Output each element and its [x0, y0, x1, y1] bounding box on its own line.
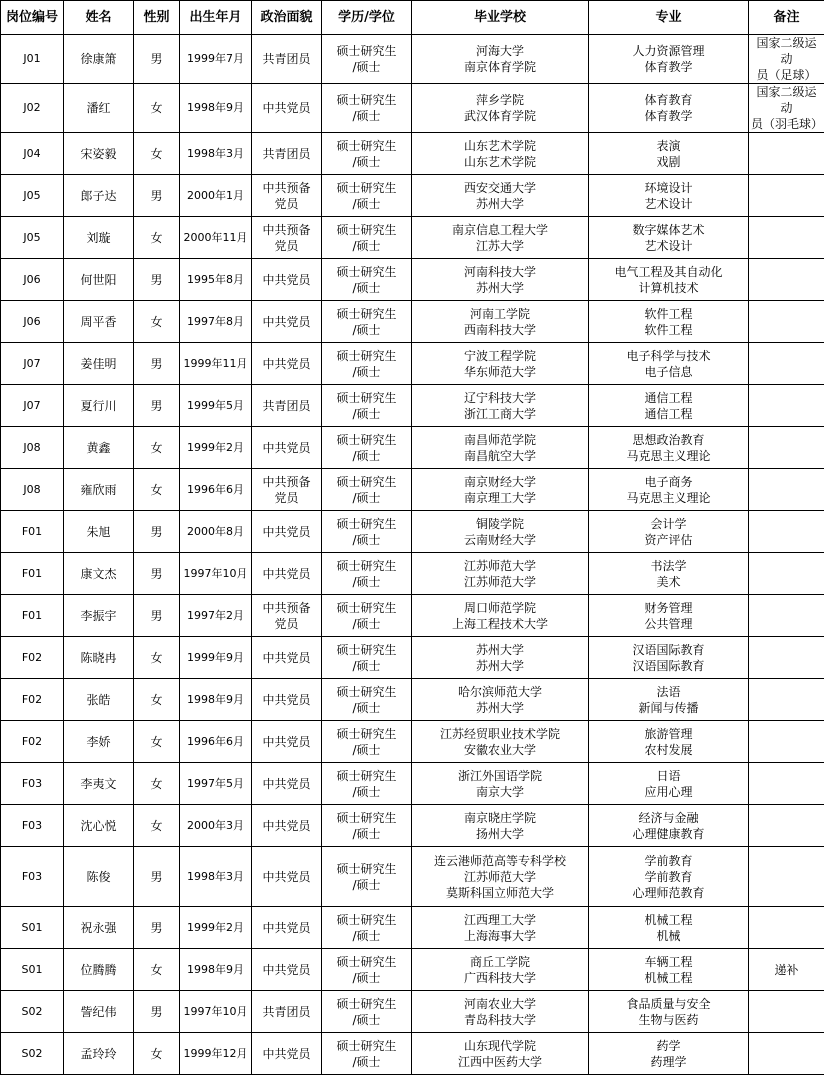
cell-school: 铜陵学院 云南财经大学	[412, 511, 589, 553]
table-row	[1, 1033, 824, 1075]
cell-major: 日语 应用心理	[589, 763, 749, 805]
cell-id: F02	[1, 679, 64, 721]
cell-id: J08	[1, 469, 64, 511]
cell-school: 山东现代学院 江西中医药大学	[412, 1033, 589, 1075]
cell-gender: 男	[134, 343, 180, 385]
table-row	[1, 847, 824, 907]
cell-major: 电子商务 马克思主义理论	[589, 469, 749, 511]
table-row	[1, 763, 824, 805]
table-row	[1, 949, 824, 991]
table-row	[1, 35, 824, 84]
cell-note: 国家二级运动 员（羽毛球）	[749, 84, 824, 133]
cell-name: 康文杰	[64, 553, 134, 595]
cell-degree: 硕士研究生 /硕士	[322, 907, 412, 949]
cell-gender: 女	[134, 721, 180, 763]
cell-note	[749, 427, 824, 469]
cell-degree: 硕士研究生 /硕士	[322, 637, 412, 679]
cell-id: S01	[1, 907, 64, 949]
cell-note	[749, 553, 824, 595]
cell-school: 萍乡学院 武汉体育学院	[412, 84, 589, 133]
cell-note	[749, 385, 824, 427]
cell-birth: 1997年10月	[180, 991, 252, 1033]
cell-birth: 1999年7月	[180, 35, 252, 84]
cell-degree: 硕士研究生 /硕士	[322, 949, 412, 991]
cell-id: F03	[1, 763, 64, 805]
cell-note	[749, 721, 824, 763]
cell-name: 何世阳	[64, 259, 134, 301]
cell-gender: 男	[134, 35, 180, 84]
cell-degree: 硕士研究生 /硕士	[322, 721, 412, 763]
cell-birth: 1997年2月	[180, 595, 252, 637]
cell-gender: 女	[134, 1033, 180, 1075]
cell-id: J05	[1, 217, 64, 259]
cell-degree: 硕士研究生 /硕士	[322, 385, 412, 427]
cell-major: 药学 药理学	[589, 1033, 749, 1075]
table-row	[1, 907, 824, 949]
table-row	[1, 511, 824, 553]
cell-id: J04	[1, 133, 64, 175]
table-row	[1, 217, 824, 259]
cell-major: 电子科学与技术 电子信息	[589, 343, 749, 385]
cell-degree: 硕士研究生 /硕士	[322, 763, 412, 805]
cell-id: S02	[1, 991, 64, 1033]
cell-political: 中共预备 党员	[252, 175, 322, 217]
table-row	[1, 385, 824, 427]
cell-name: 雍欣雨	[64, 469, 134, 511]
cell-name: 张皓	[64, 679, 134, 721]
table-row	[1, 84, 824, 133]
cell-school: 商丘工学院 广西科技大学	[412, 949, 589, 991]
cell-major: 机械工程 机械	[589, 907, 749, 949]
cell-degree: 硕士研究生 /硕士	[322, 511, 412, 553]
header-degree: 学历/学位	[322, 1, 412, 35]
cell-degree: 硕士研究生 /硕士	[322, 217, 412, 259]
cell-degree: 硕士研究生 /硕士	[322, 469, 412, 511]
cell-birth: 1998年3月	[180, 133, 252, 175]
cell-degree: 硕士研究生 /硕士	[322, 679, 412, 721]
cell-note	[749, 805, 824, 847]
cell-note	[749, 343, 824, 385]
cell-birth: 1998年3月	[180, 847, 252, 907]
cell-gender: 女	[134, 217, 180, 259]
table-body	[1, 35, 824, 1075]
cell-degree: 硕士研究生 /硕士	[322, 35, 412, 84]
cell-major: 学前教育 学前教育 心理师范教育	[589, 847, 749, 907]
cell-note	[749, 763, 824, 805]
cell-id: J08	[1, 427, 64, 469]
cell-school: 西安交通大学 苏州大学	[412, 175, 589, 217]
cell-major: 书法学 美术	[589, 553, 749, 595]
cell-id: J02	[1, 84, 64, 133]
cell-degree: 硕士研究生 /硕士	[322, 133, 412, 175]
cell-degree: 硕士研究生 /硕士	[322, 343, 412, 385]
cell-political: 中共党员	[252, 637, 322, 679]
cell-birth: 1999年2月	[180, 427, 252, 469]
cell-school: 江苏师范大学 江苏师范大学	[412, 553, 589, 595]
table-row	[1, 595, 824, 637]
cell-birth: 1998年9月	[180, 84, 252, 133]
cell-birth: 1995年8月	[180, 259, 252, 301]
cell-major: 车辆工程 机械工程	[589, 949, 749, 991]
cell-birth: 2000年11月	[180, 217, 252, 259]
cell-name: 沈心悦	[64, 805, 134, 847]
cell-political: 中共党员	[252, 1033, 322, 1075]
cell-id: F02	[1, 637, 64, 679]
cell-note	[749, 217, 824, 259]
cell-degree: 硕士研究生 /硕士	[322, 175, 412, 217]
cell-id: S02	[1, 1033, 64, 1075]
cell-name: 徐康箫	[64, 35, 134, 84]
cell-school: 南京晓庄学院 扬州大学	[412, 805, 589, 847]
header-id: 岗位编号	[1, 1, 64, 35]
cell-major: 人力资源管理 体育教学	[589, 35, 749, 84]
cell-note	[749, 991, 824, 1033]
cell-school: 南京财经大学 南京理工大学	[412, 469, 589, 511]
cell-major: 食品质量与安全 生物与医药	[589, 991, 749, 1033]
cell-note	[749, 595, 824, 637]
cell-note	[749, 511, 824, 553]
table-row	[1, 721, 824, 763]
cell-name: 祝永强	[64, 907, 134, 949]
cell-school: 哈尔滨师范大学 苏州大学	[412, 679, 589, 721]
cell-major: 环境设计 艺术设计	[589, 175, 749, 217]
cell-birth: 1998年9月	[180, 949, 252, 991]
cell-political: 中共党员	[252, 343, 322, 385]
cell-school: 河南农业大学 青岛科技大学	[412, 991, 589, 1033]
cell-birth: 2000年8月	[180, 511, 252, 553]
cell-gender: 女	[134, 805, 180, 847]
cell-birth: 2000年3月	[180, 805, 252, 847]
cell-school: 辽宁科技大学 浙江工商大学	[412, 385, 589, 427]
cell-id: S01	[1, 949, 64, 991]
cell-school: 苏州大学 苏州大学	[412, 637, 589, 679]
cell-political: 中共党员	[252, 805, 322, 847]
cell-note: 递补	[749, 949, 824, 991]
table-row	[1, 991, 824, 1033]
table-row	[1, 637, 824, 679]
cell-id: J06	[1, 301, 64, 343]
cell-id: F01	[1, 553, 64, 595]
table-row	[1, 133, 824, 175]
cell-political: 中共党员	[252, 763, 322, 805]
cell-note	[749, 1033, 824, 1075]
cell-major: 体育教育 体育教学	[589, 84, 749, 133]
cell-major: 思想政治教育 马克思主义理论	[589, 427, 749, 469]
header-school: 毕业学校	[412, 1, 589, 35]
cell-major: 法语 新闻与传播	[589, 679, 749, 721]
cell-gender: 女	[134, 469, 180, 511]
cell-major: 旅游管理 农村发展	[589, 721, 749, 763]
cell-name: 李娇	[64, 721, 134, 763]
cell-name: 郎子达	[64, 175, 134, 217]
cell-gender: 女	[134, 427, 180, 469]
table-row	[1, 469, 824, 511]
cell-school: 连云港师范高等专科学校 江苏师范大学 莫斯科国立师范大学	[412, 847, 589, 907]
cell-political: 共青团员	[252, 133, 322, 175]
cell-id: F01	[1, 511, 64, 553]
cell-political: 中共党员	[252, 511, 322, 553]
cell-political: 中共预备 党员	[252, 595, 322, 637]
cell-gender: 男	[134, 259, 180, 301]
cell-school: 河南科技大学 苏州大学	[412, 259, 589, 301]
cell-gender: 女	[134, 949, 180, 991]
cell-gender: 女	[134, 679, 180, 721]
cell-political: 中共党员	[252, 907, 322, 949]
cell-birth: 1999年2月	[180, 907, 252, 949]
table-row	[1, 553, 824, 595]
cell-gender: 男	[134, 385, 180, 427]
cell-gender: 女	[134, 637, 180, 679]
cell-name: 李振宇	[64, 595, 134, 637]
cell-degree: 硕士研究生 /硕士	[322, 259, 412, 301]
cell-note	[749, 637, 824, 679]
cell-name: 刘璇	[64, 217, 134, 259]
cell-id: F03	[1, 847, 64, 907]
cell-note	[749, 847, 824, 907]
cell-degree: 硕士研究生 /硕士	[322, 991, 412, 1033]
cell-note	[749, 301, 824, 343]
cell-birth: 1997年8月	[180, 301, 252, 343]
cell-name: 孟玲玲	[64, 1033, 134, 1075]
header-note: 备注	[749, 1, 824, 35]
cell-major: 财务管理 公共管理	[589, 595, 749, 637]
cell-id: J07	[1, 343, 64, 385]
cell-name: 陈俊	[64, 847, 134, 907]
cell-political: 中共党员	[252, 259, 322, 301]
cell-note	[749, 259, 824, 301]
cell-note	[749, 679, 824, 721]
table-row	[1, 301, 824, 343]
cell-school: 江苏经贸职业技术学院 安徽农业大学	[412, 721, 589, 763]
cell-gender: 男	[134, 175, 180, 217]
cell-gender: 男	[134, 553, 180, 595]
cell-degree: 硕士研究生 /硕士	[322, 553, 412, 595]
cell-political: 中共党员	[252, 847, 322, 907]
cell-birth: 1998年9月	[180, 679, 252, 721]
cell-name: 訾纪伟	[64, 991, 134, 1033]
cell-id: J07	[1, 385, 64, 427]
table-row	[1, 343, 824, 385]
cell-political: 中共党员	[252, 301, 322, 343]
table-row	[1, 679, 824, 721]
cell-gender: 男	[134, 991, 180, 1033]
cell-major: 汉语国际教育 汉语国际教育	[589, 637, 749, 679]
cell-name: 李夷文	[64, 763, 134, 805]
cell-political: 共青团员	[252, 991, 322, 1033]
cell-school: 浙江外国语学院 南京大学	[412, 763, 589, 805]
cell-gender: 女	[134, 763, 180, 805]
cell-political: 中共党员	[252, 949, 322, 991]
cell-birth: 1999年11月	[180, 343, 252, 385]
cell-gender: 男	[134, 595, 180, 637]
table-row	[1, 805, 824, 847]
table-row	[1, 427, 824, 469]
cell-name: 陈晓冉	[64, 637, 134, 679]
cell-id: F02	[1, 721, 64, 763]
cell-name: 夏行川	[64, 385, 134, 427]
cell-birth: 1999年5月	[180, 385, 252, 427]
cell-birth: 1997年10月	[180, 553, 252, 595]
cell-birth: 1999年9月	[180, 637, 252, 679]
cell-political: 中共党员	[252, 84, 322, 133]
cell-gender: 女	[134, 133, 180, 175]
cell-political: 中共党员	[252, 553, 322, 595]
cell-degree: 硕士研究生 /硕士	[322, 301, 412, 343]
cell-note: 国家二级运动 员（足球）	[749, 35, 824, 84]
cell-id: J06	[1, 259, 64, 301]
cell-major: 经济与金融 心理健康教育	[589, 805, 749, 847]
cell-birth: 1999年12月	[180, 1033, 252, 1075]
cell-degree: 硕士研究生 /硕士	[322, 847, 412, 907]
cell-degree: 硕士研究生 /硕士	[322, 84, 412, 133]
cell-degree: 硕士研究生 /硕士	[322, 1033, 412, 1075]
cell-major: 数字媒体艺术 艺术设计	[589, 217, 749, 259]
cell-gender: 男	[134, 511, 180, 553]
cell-gender: 男	[134, 847, 180, 907]
cell-name: 位腾腾	[64, 949, 134, 991]
cell-id: F01	[1, 595, 64, 637]
header-major: 专业	[589, 1, 749, 35]
header-birth: 出生年月	[180, 1, 252, 35]
cell-political: 中共预备 党员	[252, 469, 322, 511]
cell-id: F03	[1, 805, 64, 847]
cell-major: 会计学 资产评估	[589, 511, 749, 553]
cell-political: 共青团员	[252, 35, 322, 84]
cell-school: 河海大学 南京体育学院	[412, 35, 589, 84]
cell-note	[749, 175, 824, 217]
cell-note	[749, 133, 824, 175]
cell-birth: 2000年1月	[180, 175, 252, 217]
cell-political: 中共党员	[252, 679, 322, 721]
header-name: 姓名	[64, 1, 134, 35]
cell-name: 周平香	[64, 301, 134, 343]
cell-name: 姜佳明	[64, 343, 134, 385]
cell-birth: 1996年6月	[180, 469, 252, 511]
cell-major: 表演 戏剧	[589, 133, 749, 175]
cell-school: 南昌师范学院 南昌航空大学	[412, 427, 589, 469]
cell-major: 软件工程 软件工程	[589, 301, 749, 343]
cell-id: J05	[1, 175, 64, 217]
header-row	[1, 1, 824, 35]
cell-degree: 硕士研究生 /硕士	[322, 805, 412, 847]
cell-name: 朱旭	[64, 511, 134, 553]
cell-major: 通信工程 通信工程	[589, 385, 749, 427]
cell-political: 中共预备 党员	[252, 217, 322, 259]
cell-school: 山东艺术学院 山东艺术学院	[412, 133, 589, 175]
cell-name: 黄鑫	[64, 427, 134, 469]
header-political: 政治面貌	[252, 1, 322, 35]
cell-note	[749, 469, 824, 511]
cell-degree: 硕士研究生 /硕士	[322, 427, 412, 469]
cell-school: 南京信息工程大学 江苏大学	[412, 217, 589, 259]
cell-birth: 1997年5月	[180, 763, 252, 805]
cell-name: 宋姿毅	[64, 133, 134, 175]
cell-note	[749, 907, 824, 949]
cell-id: J01	[1, 35, 64, 84]
table-row	[1, 259, 824, 301]
cell-gender: 女	[134, 84, 180, 133]
cell-degree: 硕士研究生 /硕士	[322, 595, 412, 637]
cell-gender: 男	[134, 907, 180, 949]
cell-gender: 女	[134, 301, 180, 343]
table-row	[1, 175, 824, 217]
cell-political: 中共党员	[252, 721, 322, 763]
cell-major: 电气工程及其自动化 计算机技术	[589, 259, 749, 301]
cell-school: 河南工学院 西南科技大学	[412, 301, 589, 343]
cell-school: 江西理工大学 上海海事大学	[412, 907, 589, 949]
header-gender: 性别	[134, 1, 180, 35]
cell-school: 宁波工程学院 华东师范大学	[412, 343, 589, 385]
cell-political: 中共党员	[252, 427, 322, 469]
cell-birth: 1996年6月	[180, 721, 252, 763]
cell-name: 潘红	[64, 84, 134, 133]
cell-political: 共青团员	[252, 385, 322, 427]
cell-school: 周口师范学院 上海工程技术大学	[412, 595, 589, 637]
